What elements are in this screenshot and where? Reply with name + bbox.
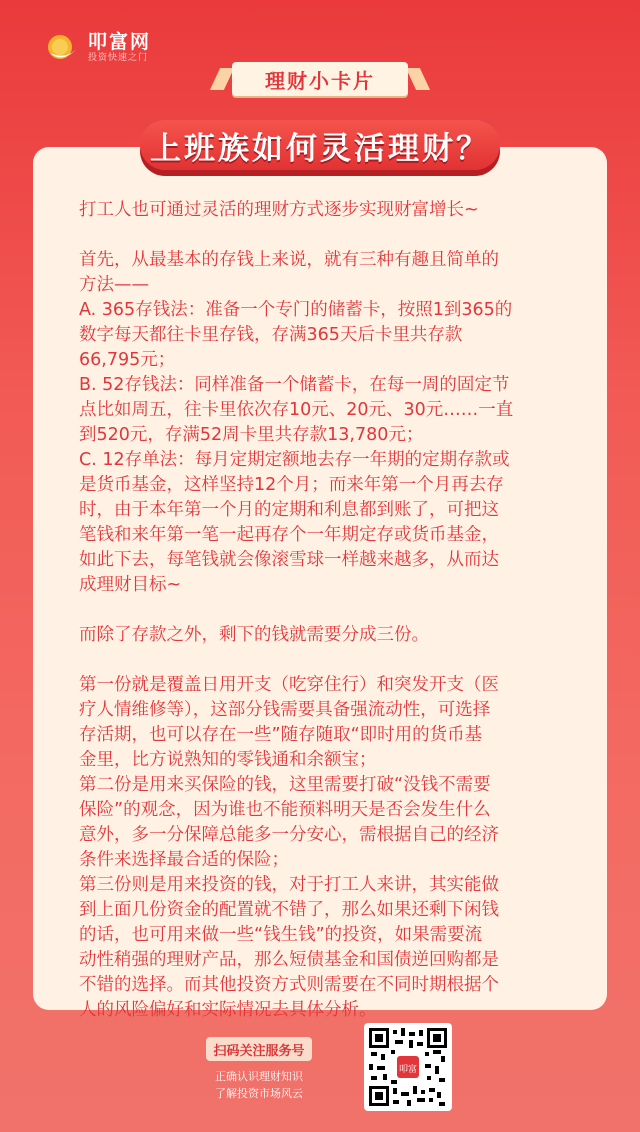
paragraph-gap (79, 223, 569, 248)
article-line: 存活期，也可以存在一些”随存随取“即时用的货币基 (79, 725, 483, 745)
paragraph-gap (79, 598, 569, 623)
badge-ribbon-left (210, 68, 234, 90)
article-line: 动性稍强的理财产品，那么短债基金和国债逆回购都是 (79, 950, 499, 970)
scan-follow-button[interactable] (206, 1037, 312, 1061)
badge-label-box (232, 62, 408, 96)
title-banner (140, 120, 500, 176)
article-line: 疗人情维修等），这部分钱需要具备强流动性，可选择 (79, 700, 491, 720)
page-title: 上班族如何灵活理财？ (150, 130, 490, 167)
article-line: 成理财目标~ (79, 575, 182, 595)
article-line: 的话，也可用来做一些“钱生钱”的投资，如果需要流 (79, 925, 483, 945)
article-line: 意外，多一分保障总能多一分安心，需根据自己的经济 (79, 825, 499, 845)
qr-code[interactable] (364, 1023, 452, 1111)
qr-code-icon (369, 1028, 447, 1106)
article-line: B. 52存钱法：同样准备一个储蓄卡，在每一周的固定节 (79, 375, 510, 395)
article-line: 不错的选择。而其他投资方式则需要在不同时期根据个 (79, 975, 499, 995)
footer-line-2: 了解投资市场风云 (215, 1087, 303, 1100)
article-text (79, 198, 569, 1023)
scan-follow-label: 扫码关注服务号 (213, 1043, 305, 1059)
article-line: 如此下去，每笔钱就会像滚雪球一样越来越多，从而达 (79, 550, 499, 570)
card-badge (0, 60, 640, 100)
article-line: 是货币基金，这样坚持12个月；而来年第一个月再去存 (79, 475, 504, 495)
article-line: 条件来选择最合适的保险； (79, 850, 289, 870)
article-line: 到上面几份资金的配置就不错了，那么如果还剩下闲钱 (79, 900, 499, 920)
article-line: C. 12存单法：每月定期定额地去存一年期的定期存款或 (79, 450, 510, 470)
brand-name: 叩富网 (88, 31, 152, 53)
qr-center-label: 叩富 (398, 1065, 418, 1075)
article-line: 66,795元； (79, 350, 176, 370)
article-line: 金里，比方说熟知的零钱通和余额宝； (79, 750, 377, 770)
article-line: 人的风险偏好和实际情况去具体分析。 (79, 1000, 377, 1020)
article-line: 时，由于本年第一个月的定期和利息都到账了，可把这 (79, 500, 499, 520)
article-line: 到520元，存满52周卡里共存款13,780元； (79, 425, 424, 445)
paragraph-gap (79, 648, 569, 673)
footer-line-1: 正确认识理财知识 (215, 1070, 303, 1083)
article-line: 第二份是用来买保险的钱，这里需要打破“没钱不需要 (79, 775, 491, 795)
article-line: 数字每天都往卡里存钱，存满365天后卡里共存款 (79, 325, 463, 345)
article-line: 笔钱和来年第一笔一起再存个一年期定存或货币基金， (79, 525, 499, 545)
article-line: A. 365存钱法：准备一个专门的储蓄卡，按照1到365的 (79, 300, 513, 320)
article-line: 点比如周五，往卡里依次存10元、20元、30元……一直 (79, 400, 514, 420)
brand-slogan: 投资快速之门 (88, 53, 149, 63)
article-line: 第三份则是用来投资的钱，对于打工人来讲，其实能做 (79, 875, 499, 895)
article-line: 第一份就是覆盖日用开支（吃穿住行）和突发开支（医 (79, 675, 499, 695)
badge-ribbon-right (406, 68, 430, 90)
article-line: 打工人也可通过灵活的理财方式逐步实现财富增长~ (79, 200, 479, 220)
article-line: 保险”的观念，因为谁也不能预料明天是否会发生什么 (79, 800, 491, 820)
badge-label: 理财小卡片 (265, 68, 375, 93)
article-line: 而除了存款之外，剩下的钱就需要分成三份。 (79, 625, 429, 645)
article-line: 首先，从最基本的存钱上来说，就有三种有趣且简单的 (79, 250, 499, 270)
article-line: 方法—— (79, 275, 149, 295)
coin-smile-logo-icon (46, 33, 82, 63)
